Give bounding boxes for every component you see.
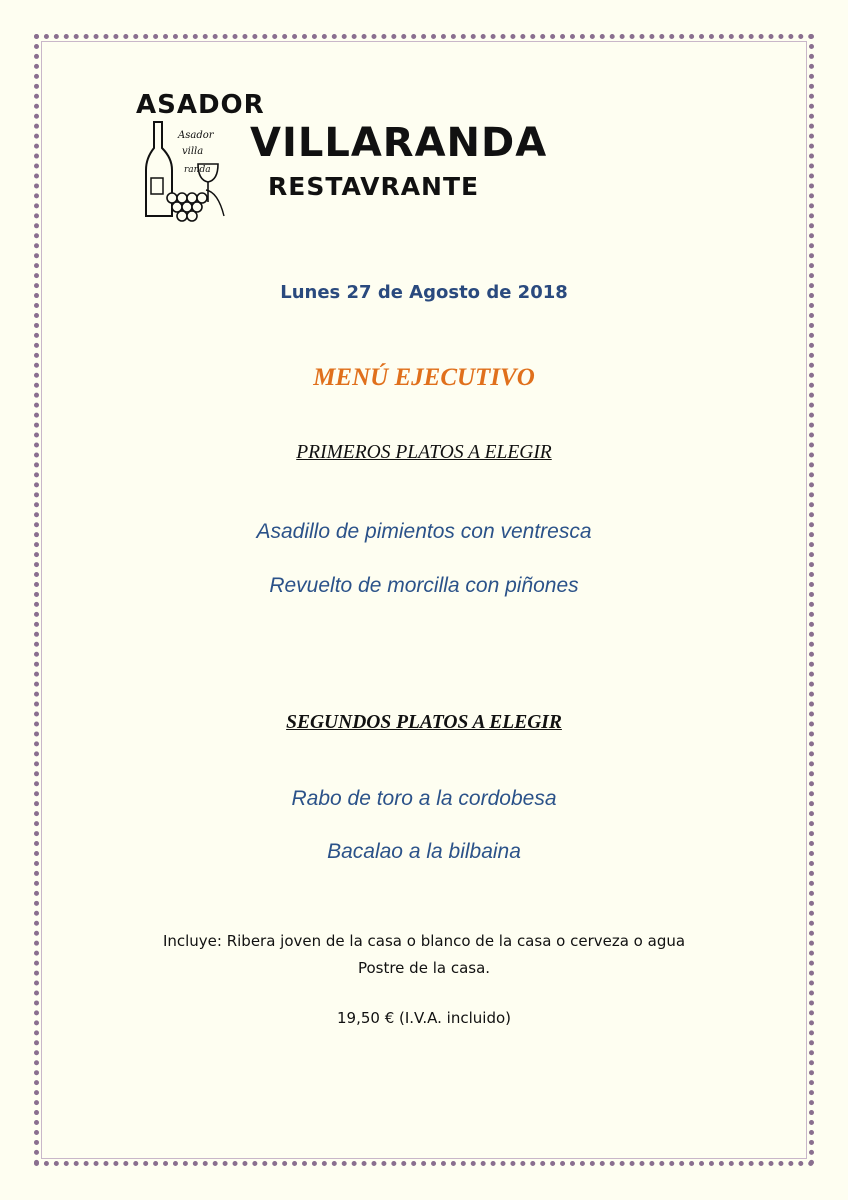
svg-text:randa: randa — [184, 165, 211, 175]
restaurant-logo — [132, 88, 548, 228]
price-text: 19,50 € (I.V.A. incluido) — [336, 1009, 511, 1027]
primeros-dish-2: Revuelto de morcilla con piñones — [269, 574, 579, 597]
primeros-heading: PRIMEROS PLATOS A ELEGIR — [296, 442, 552, 463]
svg-text:Asador: Asador — [178, 130, 214, 141]
svg-text:villa: villa — [182, 146, 204, 157]
includes-text: Incluye: Ribera joven de la casa o blanco de la casa o cerveza o agua — [162, 932, 686, 950]
segundos-dish-1: Rabo de toro a la cordobesa — [291, 787, 557, 810]
menu-title: MENÚ EJECUTIVO — [313, 364, 535, 391]
logo-restaurante-text: RESTAVRANTE — [268, 172, 480, 201]
logo-villaranda-text: VILLARANDA — [250, 120, 548, 166]
segundos-dish-2: Bacalao a la bilbaina — [327, 840, 521, 863]
primeros-dish-1: Asadillo de pimientos con ventresca — [256, 520, 592, 543]
wine-bottle-grapes-icon — [132, 118, 242, 224]
segundos-heading: SEGUNDOS PLATOS A ELEGIR — [286, 712, 562, 733]
dessert-text: Postre de la casa. — [357, 959, 491, 977]
logo-asador-text: ASADOR — [136, 90, 265, 120]
menu-date: Lunes 27 de Agosto de 2018 — [280, 282, 568, 303]
